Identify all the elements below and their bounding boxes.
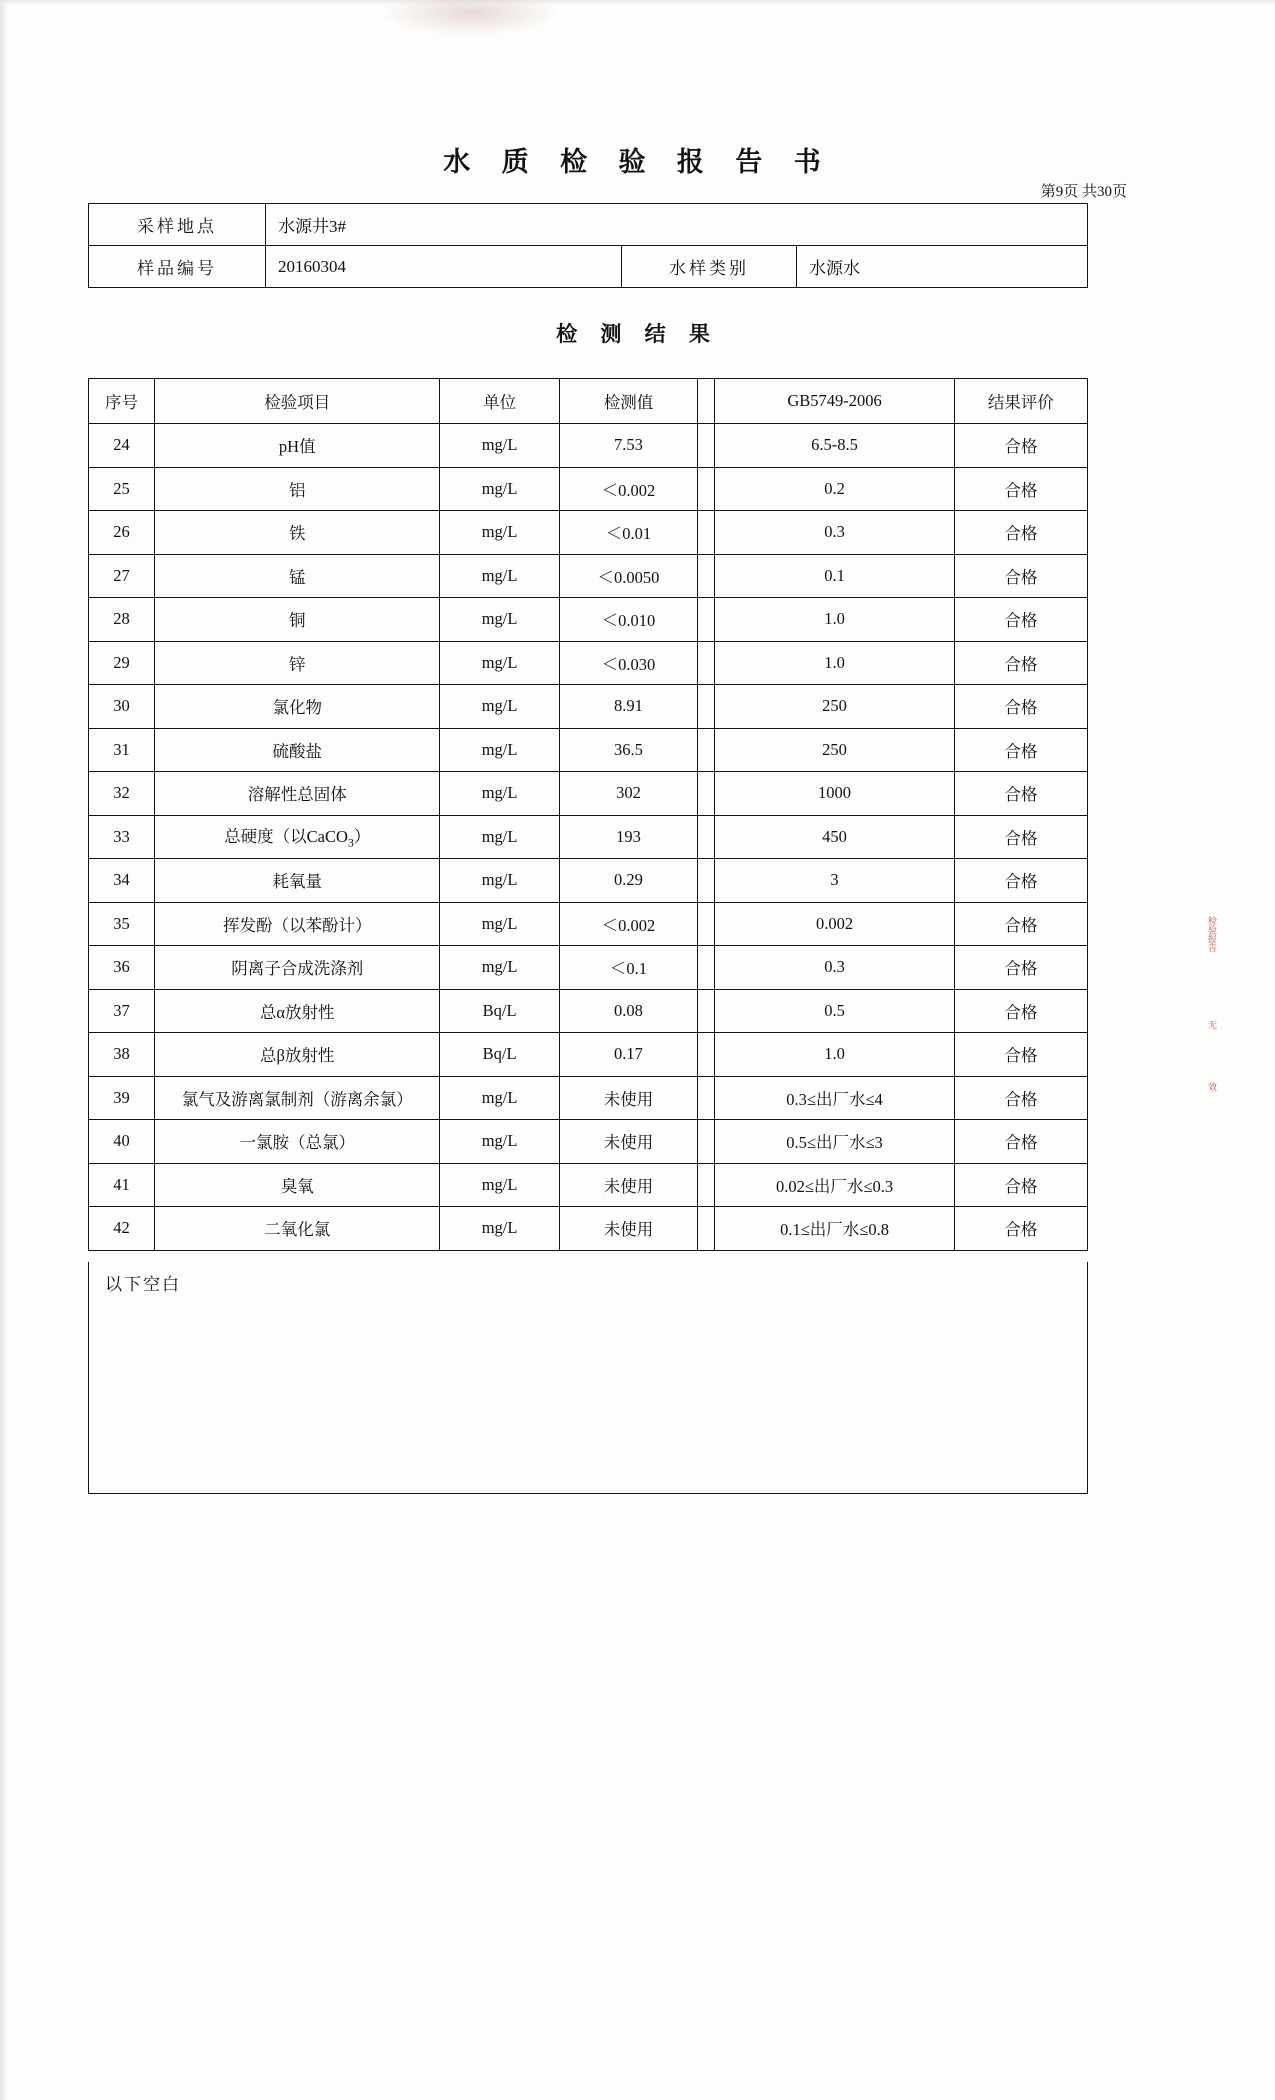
sampling-location-label: 采样地点 — [89, 204, 266, 246]
cell-item: 阴离子合成洗涤剂 — [155, 946, 440, 990]
column-gap — [698, 1120, 715, 1164]
sampling-location-value: 水源井3# — [266, 204, 1088, 246]
table-row — [89, 815, 1088, 859]
cell-value: 未使用 — [559, 1120, 697, 1164]
blank-area — [88, 1262, 1088, 1494]
cell-evaluation: 合格 — [954, 989, 1087, 1033]
cell-unit: mg/L — [440, 728, 559, 772]
cell-standard: 1000 — [715, 772, 955, 816]
cell-item: 总硬度（以CaCO$_3$） — [155, 815, 440, 859]
cell-evaluation: 合格 — [954, 902, 1087, 946]
cell-evaluation: 合格 — [954, 859, 1087, 903]
col-header-evaluation: 结果评价 — [954, 379, 1087, 424]
cell-standard: 1.0 — [715, 1033, 955, 1077]
cell-no: 31 — [89, 728, 155, 772]
cell-standard: 0.1≤出厂水≤0.8 — [715, 1207, 955, 1251]
cell-no: 27 — [89, 554, 155, 598]
cell-unit: mg/L — [440, 511, 559, 555]
column-gap — [698, 1207, 715, 1251]
scan-edge-top — [0, 0, 1275, 6]
cell-evaluation: 合格 — [954, 467, 1087, 511]
cell-unit: mg/L — [440, 554, 559, 598]
cell-value: ＜0.002 — [559, 902, 697, 946]
table-row — [89, 946, 1088, 990]
cell-standard: 0.3 — [715, 511, 955, 555]
cell-item: 总β放射性 — [155, 1033, 440, 1077]
cell-no: 26 — [89, 511, 155, 555]
cell-item: 锰 — [155, 554, 440, 598]
cell-unit: mg/L — [440, 1120, 559, 1164]
cell-unit: mg/L — [440, 424, 559, 468]
results-table-wrap — [88, 378, 1088, 1251]
cell-standard: 450 — [715, 815, 955, 859]
cell-no: 35 — [89, 902, 155, 946]
cell-standard: 1.0 — [715, 598, 955, 642]
column-gap — [698, 772, 715, 816]
cell-evaluation: 合格 — [954, 815, 1087, 859]
cell-evaluation: 合格 — [954, 946, 1087, 990]
page-indicator: 第9页 共30页 — [1040, 184, 1127, 200]
table-row — [89, 641, 1088, 685]
margin-mark-1: 检验报告 — [1207, 916, 1217, 952]
table-row — [89, 204, 1088, 246]
cell-item: 臭氧 — [155, 1163, 440, 1207]
cell-item: 挥发酚（以苯酚计） — [155, 902, 440, 946]
col-header-standard: GB5749-2006 — [715, 379, 955, 424]
cell-item: 耗氧量 — [155, 859, 440, 903]
table-row — [89, 598, 1088, 642]
cell-value: ＜0.1 — [559, 946, 697, 990]
cell-no: 40 — [89, 1120, 155, 1164]
cell-evaluation: 合格 — [954, 598, 1087, 642]
cell-unit: mg/L — [440, 467, 559, 511]
cell-value: ＜0.010 — [559, 598, 697, 642]
cell-value: 0.08 — [559, 989, 697, 1033]
cell-unit: mg/L — [440, 772, 559, 816]
column-gap — [698, 1033, 715, 1077]
cell-no: 28 — [89, 598, 155, 642]
column-gap — [698, 641, 715, 685]
cell-value: ＜0.002 — [559, 467, 697, 511]
cell-no: 24 — [89, 424, 155, 468]
cell-unit: mg/L — [440, 598, 559, 642]
cell-item: 锌 — [155, 641, 440, 685]
cell-item: 铁 — [155, 511, 440, 555]
cell-item: 溶解性总固体 — [155, 772, 440, 816]
col-header-no: 序号 — [89, 379, 155, 424]
table-row — [89, 685, 1088, 729]
cell-value: 36.5 — [559, 728, 697, 772]
sample-header-table — [88, 203, 1088, 288]
cell-value: ＜0.0050 — [559, 554, 697, 598]
table-row — [89, 246, 1088, 288]
cell-evaluation: 合格 — [954, 1076, 1087, 1120]
cell-unit: mg/L — [440, 641, 559, 685]
column-gap — [698, 554, 715, 598]
cell-no: 25 — [89, 467, 155, 511]
cell-value: 0.17 — [559, 1033, 697, 1077]
cell-standard: 0.02≤出厂水≤0.3 — [715, 1163, 955, 1207]
column-gap — [698, 1076, 715, 1120]
cell-item: 氯化物 — [155, 685, 440, 729]
cell-item: pH值 — [155, 424, 440, 468]
cell-standard: 6.5-8.5 — [715, 424, 955, 468]
column-gap — [698, 467, 715, 511]
report-title: 水 质 检 验 报 告 书 — [443, 147, 832, 178]
cell-standard: 0.5≤出厂水≤3 — [715, 1120, 955, 1164]
cell-unit: Bq/L — [440, 989, 559, 1033]
cell-no: 33 — [89, 815, 155, 859]
cell-unit: mg/L — [440, 946, 559, 990]
blank-note-text: 以下空白 — [105, 1275, 181, 1294]
cell-value: 未使用 — [559, 1207, 697, 1251]
col-header-unit: 单位 — [440, 379, 559, 424]
cell-value: 302 — [559, 772, 697, 816]
table-row — [89, 1120, 1088, 1164]
cell-evaluation: 合格 — [954, 685, 1087, 729]
column-gap — [698, 859, 715, 903]
cell-value: 0.29 — [559, 859, 697, 903]
column-gap — [698, 598, 715, 642]
cell-standard: 0.002 — [715, 902, 955, 946]
cell-item: 铝 — [155, 467, 440, 511]
cell-no: 29 — [89, 641, 155, 685]
scan-edge-left — [0, 0, 8, 2100]
cell-standard: 250 — [715, 685, 955, 729]
cell-standard: 0.3 — [715, 946, 955, 990]
results-table — [88, 378, 1088, 1251]
cell-unit: mg/L — [440, 902, 559, 946]
table-row — [89, 989, 1088, 1033]
cell-item: 铜 — [155, 598, 440, 642]
cell-item: 二氧化氯 — [155, 1207, 440, 1251]
column-gap — [698, 989, 715, 1033]
cell-standard: 3 — [715, 859, 955, 903]
cell-item: 一氯胺（总氯） — [155, 1120, 440, 1164]
cell-value: 未使用 — [559, 1076, 697, 1120]
cell-standard: 250 — [715, 728, 955, 772]
column-gap — [698, 902, 715, 946]
table-row — [89, 511, 1088, 555]
column-gap — [698, 946, 715, 990]
column-gap — [698, 424, 715, 468]
cell-value: 未使用 — [559, 1163, 697, 1207]
cell-no: 32 — [89, 772, 155, 816]
col-header-item: 检验项目 — [155, 379, 440, 424]
cell-evaluation: 合格 — [954, 641, 1087, 685]
cell-unit: mg/L — [440, 1163, 559, 1207]
table-row — [89, 424, 1088, 468]
cell-no: 38 — [89, 1033, 155, 1077]
cell-evaluation: 合格 — [954, 772, 1087, 816]
cell-standard: 0.3≤出厂水≤4 — [715, 1076, 955, 1120]
cell-value: 193 — [559, 815, 697, 859]
cell-no: 39 — [89, 1076, 155, 1120]
column-gap — [698, 1163, 715, 1207]
table-row — [89, 1033, 1088, 1077]
margin-mark-2: 无 — [1207, 1020, 1217, 1029]
cell-item: 总α放射性 — [155, 989, 440, 1033]
section-title: 检 测 结 果 — [556, 322, 719, 346]
table-row — [89, 1207, 1088, 1251]
cell-no: 30 — [89, 685, 155, 729]
cell-item: 氯气及游离氯制剂（游离余氯） — [155, 1076, 440, 1120]
cell-evaluation: 合格 — [954, 1163, 1087, 1207]
column-gap — [698, 511, 715, 555]
cell-unit: mg/L — [440, 859, 559, 903]
cell-unit: mg/L — [440, 685, 559, 729]
table-row — [89, 554, 1088, 598]
margin-mark-3: 效 — [1207, 1082, 1217, 1091]
cell-no: 42 — [89, 1207, 155, 1251]
cell-item: 硫酸盐 — [155, 728, 440, 772]
table-row — [89, 859, 1088, 903]
sample-no-value: 20160304 — [266, 246, 622, 288]
water-type-value: 水源水 — [797, 246, 1088, 288]
table-row — [89, 1163, 1088, 1207]
table-row — [89, 467, 1088, 511]
column-gap — [698, 815, 715, 859]
column-gap — [698, 379, 715, 424]
table-row — [89, 1076, 1088, 1120]
cell-no: 41 — [89, 1163, 155, 1207]
cell-standard: 0.2 — [715, 467, 955, 511]
cell-value: 7.53 — [559, 424, 697, 468]
cell-evaluation: 合格 — [954, 1033, 1087, 1077]
cell-evaluation: 合格 — [954, 511, 1087, 555]
cell-unit: mg/L — [440, 1076, 559, 1120]
table-header-row — [89, 379, 1088, 424]
cell-no: 34 — [89, 859, 155, 903]
cell-value: 8.91 — [559, 685, 697, 729]
col-header-value: 检测值 — [559, 379, 697, 424]
table-row — [89, 772, 1088, 816]
cell-evaluation: 合格 — [954, 1120, 1087, 1164]
cell-unit: mg/L — [440, 815, 559, 859]
cell-unit: mg/L — [440, 1207, 559, 1251]
cell-no: 37 — [89, 989, 155, 1033]
cell-standard: 0.1 — [715, 554, 955, 598]
cell-evaluation: 合格 — [954, 424, 1087, 468]
cell-standard: 1.0 — [715, 641, 955, 685]
cell-no: 36 — [89, 946, 155, 990]
cell-evaluation: 合格 — [954, 1207, 1087, 1251]
table-row — [89, 902, 1088, 946]
cell-unit: Bq/L — [440, 1033, 559, 1077]
sample-no-label: 样品编号 — [89, 246, 266, 288]
cell-value: ＜0.01 — [559, 511, 697, 555]
column-gap — [698, 728, 715, 772]
column-gap — [698, 685, 715, 729]
cell-evaluation: 合格 — [954, 554, 1087, 598]
water-type-label: 水样类别 — [622, 246, 797, 288]
cell-value: ＜0.030 — [559, 641, 697, 685]
table-row — [89, 728, 1088, 772]
cell-evaluation: 合格 — [954, 728, 1087, 772]
cell-standard: 0.5 — [715, 989, 955, 1033]
